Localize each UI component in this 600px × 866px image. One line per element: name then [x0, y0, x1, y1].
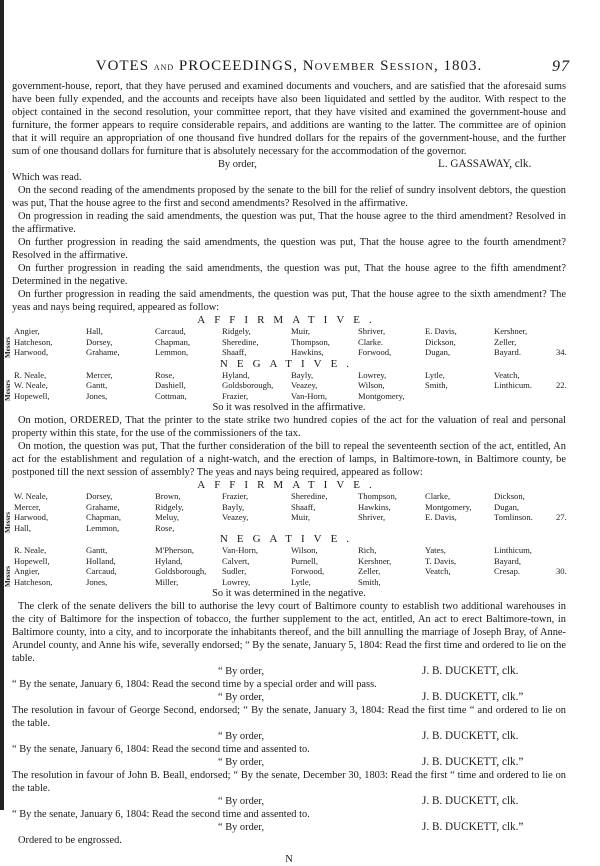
member-name: Wilson, [358, 380, 385, 390]
clerk-name: J. B. DUCKETT, clk.” [422, 756, 524, 768]
member-name: Harwood, [14, 347, 49, 357]
clerk-name: J. B. DUCKETT, clk. [422, 795, 519, 807]
member-name: Bayard, [494, 555, 521, 566]
member-name: Thompson, [358, 491, 397, 501]
affirmative-heading: AFFIRMATIVE. [197, 479, 381, 491]
member-name: Linthicum, [494, 545, 532, 555]
member-name: Hawkins, [291, 347, 324, 357]
running-header [12, 58, 570, 80]
negative-heading: NEGATIVE. [219, 533, 359, 545]
member-name: Mercer, [14, 501, 41, 512]
by-order: By order, [218, 159, 257, 170]
member-name: R. Neale, [14, 369, 47, 380]
member-name: Chapman, [155, 336, 191, 347]
vote-row [12, 391, 566, 402]
member-name: Veatch, [425, 566, 451, 576]
george-second-paragraph: The resolution in favour of George Second, endorsed; “ By the senate, January 3, 1804: Read the first time “ and ordered to lie on the table. [12, 705, 566, 729]
header-and: and [153, 61, 175, 73]
member-name: Tomlinson. [494, 512, 533, 522]
document-page [4, 58, 570, 866]
member-name: Rich, [358, 545, 377, 555]
vote-count: 27. [556, 512, 567, 522]
header-proceedings: PROCEEDINGS, [178, 58, 299, 74]
member-name: Kershner, [358, 555, 392, 566]
vote-row [12, 512, 566, 523]
by-order: “ By order, [218, 796, 265, 807]
senate-endorsement: “ By the senate, January 6, 1804: Read the second time by a special order and will pass. [12, 679, 377, 690]
clerk-delivers-paragraph: The clerk of the senate delivers the bill to authorise the levy court of Baltimore county to establish two additional warehouses in the city of Baltimore for the inspection of tobacco, the further supplement to the act, entitled, An act to erect Baltimore-town, in Baltimore county, into a city, and to incorporate the inhabitants thereof, and the bill annulling the marriage of Joseph Bray, of Anne-Arundel county, and Anne his wife, severally endorsed; “ By the senate, January 5, 1804: Read the first time and ordered to lie on the table. [12, 601, 566, 664]
header-year: 1803. [443, 58, 483, 74]
by-order: “ By order, [218, 692, 265, 703]
member-name: E. Davis, [425, 326, 457, 336]
night-watch-paragraph: On motion, the question was put, That the further consideration of the bill to repeal the seventeenth section of the act, entitled, An act for the establishment and regulation of a night-watch, and the erection of lamps, in Baltimore-town, in Baltimore county, be postponed till the next session of assembly? The yeas and nays being required, appeared as follow: [12, 441, 566, 478]
clerk-name: J. B. DUCKETT, clk.” [422, 821, 524, 833]
messrs-label: Messrs [4, 336, 12, 358]
signature-line [12, 821, 566, 834]
vote-result: So it was resolved in the affirmative. [212, 402, 366, 413]
member-name: Carcaud, [155, 326, 186, 336]
member-name: Dugan, [425, 347, 451, 357]
member-name: Yates, [425, 545, 446, 555]
vote-record-1 [4, 314, 567, 414]
member-name: Frazier, [222, 491, 249, 501]
clerk-name: J. B. DUCKETT, clk. [422, 730, 519, 742]
member-name: Lowrey, [358, 369, 387, 380]
header-votes: VOTES [95, 58, 150, 74]
member-name: Zeller, [494, 336, 517, 347]
member-name: Carcaud, [86, 566, 117, 576]
member-name: Calvert, [222, 555, 250, 566]
member-name: Angier, [14, 566, 40, 576]
vote-row [12, 566, 566, 577]
member-name: W. Neale, [14, 491, 48, 501]
member-name: W. Neale, [14, 380, 48, 390]
member-name: Hatcheson, [14, 336, 53, 347]
member-name: Van-Horn, [291, 390, 328, 401]
member-name: Wilson, [291, 545, 318, 555]
member-name: Clarke. [358, 336, 384, 347]
messrs-label: Messrs [4, 380, 12, 401]
member-name: Ridgely, [155, 501, 184, 512]
member-name: Jones, [86, 576, 108, 587]
member-name: Sudler, [222, 566, 247, 576]
affirmative-vote-table [4, 491, 567, 533]
member-name: Clarke, [425, 491, 451, 501]
member-name: Rose, [155, 369, 175, 380]
member-name: Harwood, [14, 512, 49, 522]
member-name: R. Neale, [14, 545, 47, 555]
member-name: Muir, [291, 512, 310, 522]
member-name: Dickson, [494, 491, 525, 501]
by-order: “ By order, [218, 731, 265, 742]
member-name: Lowrey, [222, 576, 251, 587]
member-name: Mercer, [86, 369, 113, 380]
ordered-paragraph: On motion, ORDERED, That the printer to the state strike two hundred copies of the act for the valuation of real and personal property within this state, for the use of the commissioners of the tax. [12, 415, 566, 439]
member-name: Dickson, [425, 336, 456, 347]
member-name: Hall, [86, 326, 103, 336]
which-was-read: Which was read. [12, 172, 82, 183]
clerk-name: J. B. DUCKETT, clk. [422, 665, 519, 677]
member-name: Lemmon, [155, 347, 189, 357]
member-name: Lytle, [425, 369, 445, 380]
vote-count: 30. [556, 566, 567, 576]
negative-vote-table [4, 369, 567, 402]
member-name: Shaaff, [222, 347, 247, 357]
signature-line [12, 730, 566, 743]
by-order: “ By order, [218, 757, 265, 768]
affirmative-vote-table [4, 326, 567, 358]
member-name: Grahame, [86, 347, 120, 357]
ordered-engrossed: Ordered to be engrossed. [18, 835, 122, 846]
vote-row [12, 577, 566, 588]
member-name: Ridgely, [222, 326, 251, 336]
member-name: M'Pherson, [155, 545, 195, 555]
vote-row [12, 347, 566, 358]
clerk-name: L. GASSAWAY, clk. [438, 158, 532, 170]
member-name: Shaaff, [291, 501, 316, 512]
vote-record-2 [4, 479, 567, 600]
member-name: Holland, [86, 555, 116, 566]
clerk-name: J. B. DUCKETT, clk.” [422, 691, 524, 703]
messrs-label: Messrs [4, 512, 12, 533]
vote-row [12, 326, 566, 337]
vote-row [12, 556, 566, 567]
member-name: Forwood, [291, 566, 325, 576]
page-edge-shadow [0, 0, 4, 810]
member-name: Montgomery, [425, 501, 472, 512]
paragraph: On further progression in reading the said amendments, the question was put, That the house agree to the fourth amendment? Resolved in the affirmative. [12, 237, 566, 261]
signature-line [12, 665, 566, 678]
member-name: Lytle, [291, 576, 311, 587]
member-name: Hawkins, [358, 501, 391, 512]
vote-count: 34. [556, 347, 567, 357]
member-name: Smith, [425, 380, 448, 390]
messrs-label: Messrs [4, 566, 12, 587]
member-name: Sheredine, [291, 491, 328, 501]
negative-heading: NEGATIVE. [219, 357, 359, 370]
committee-report-paragraph: government-house, report, that they have perused and examined documents and vouchers, and are satisfied that the aforesaid sums have been fully expended, and the accounts and receipts have also been liquidated and settled by the auditor. With respect to the object contained in the second resolution, your committee report, that they have visited and examined the government-house and furniture, the former appears to require considerable repairs, and additions are wanting to the latter. The committee are of opinion that it will require an appropriation of one thousand five hundred dollars for the repairs of the government-house, and the further sum of one thousand dollars for furniture that is absolutely necessary for the accommodation of the governor. [12, 81, 566, 157]
member-name: Frazier, [222, 390, 249, 401]
member-name: Dorsey, [86, 336, 113, 347]
john-beall-paragraph: The resolution in favour of John B. Beall, endorsed; “ By the senate, December 30, 1803: Read the first “ time and ordered to lie on the table. [12, 770, 566, 794]
paragraph: On further progression in reading the said amendments, the question was put, That the house agree to the fifth amendment? Determined in the negative. [12, 263, 566, 287]
signature-line [12, 158, 566, 171]
member-name: Bayly, [291, 369, 314, 380]
member-name: Meluy, [155, 512, 180, 522]
vote-row [12, 491, 566, 502]
paragraph: On progression in reading the said amendments, the question was put, That the house agree to the third amendment? Resolved in the affirmative. [12, 211, 566, 235]
member-name: Miller, [155, 576, 179, 587]
vote-row [12, 337, 566, 348]
member-name: Dorsey, [86, 491, 113, 501]
senate-endorsement: “ By the senate, January 6, 1804: Read the second time and assented to. [12, 809, 310, 820]
signature-line [12, 795, 566, 808]
paragraph: On further progression in reading the said amendments, the question was put, That the house agree to the sixth amendment? The yeas and nays being required, appeared as follow: [12, 289, 566, 313]
member-name: Purnell, [291, 555, 318, 566]
signature-mark: N [285, 854, 293, 865]
by-order: “ By order, [218, 822, 265, 833]
member-name: Smith, [358, 576, 381, 587]
member-name: Goldsborough, [222, 380, 274, 390]
member-name: Jones, [86, 390, 108, 401]
member-name: Cresap. [494, 566, 521, 576]
member-name: Shriver, [358, 326, 386, 336]
vote-row [12, 502, 566, 513]
member-name: Grahame, [86, 501, 120, 512]
member-name: Thompson, [291, 336, 330, 347]
member-name: Hyland, [222, 369, 250, 380]
vote-result: So it was determined in the negative. [212, 588, 366, 599]
paragraph: On the second reading of the amendments proposed by the senate to the bill for the relief of sundry insolvent debtors, the question was put, That the house agree to the first and second amendments? Resolved in the affirmative. [12, 185, 566, 209]
member-name: Kershner, [494, 326, 528, 336]
member-name: Dugan, [494, 501, 520, 512]
member-name: Rose, [155, 522, 175, 533]
vote-row [12, 380, 566, 391]
member-name: Gantt, [86, 545, 108, 555]
member-name: E. Davis, [425, 512, 457, 522]
signature-line [12, 691, 566, 704]
member-name: Muir, [291, 326, 310, 336]
member-name: Goldsborough, [155, 566, 207, 576]
affirmative-heading: AFFIRMATIVE. [197, 314, 381, 326]
by-order: “ By order, [218, 666, 265, 677]
member-name: Sheredine, [222, 336, 259, 347]
member-name: T. Davis, [425, 555, 457, 566]
member-name: Hyland, [155, 555, 183, 566]
member-name: Bayard. [494, 347, 521, 357]
member-name: Lemmon, [86, 522, 120, 533]
member-name: Hall, [14, 522, 31, 533]
vote-row [12, 523, 566, 534]
member-name: Brown, [155, 491, 181, 501]
member-name: Angier, [14, 326, 40, 336]
member-name: Hopewell, [14, 555, 50, 566]
member-name: Hatcheson, [14, 576, 53, 587]
negative-vote-table [4, 545, 567, 587]
senate-endorsement: “ By the senate, January 6, 1804: Read the second time and assented to. [12, 744, 310, 755]
vote-row [12, 545, 566, 556]
page-number: 97 [552, 58, 570, 75]
member-name: Bayly, [222, 501, 245, 512]
header-session: November Session, [302, 58, 439, 74]
member-name: Montgomery, [358, 390, 405, 401]
member-name: Forwood, [358, 347, 392, 357]
signature-line [12, 756, 566, 769]
member-name: Linthicum. [494, 380, 532, 390]
vote-count: 22. [556, 380, 567, 390]
member-name: Gantt, [86, 380, 108, 390]
member-name: Hopewell, [14, 390, 50, 401]
member-name: Van-Horn, [222, 545, 259, 555]
vote-row [12, 370, 566, 381]
member-name: Cottman, [155, 390, 187, 401]
member-name: Shriver, [358, 512, 386, 522]
member-name: Zeller, [358, 566, 381, 576]
member-name: Veazey, [222, 512, 249, 522]
member-name: Veazey, [291, 380, 318, 390]
member-name: Chapman, [86, 512, 122, 522]
member-name: Veatch, [494, 369, 520, 380]
member-name: Dashiell, [155, 380, 186, 390]
